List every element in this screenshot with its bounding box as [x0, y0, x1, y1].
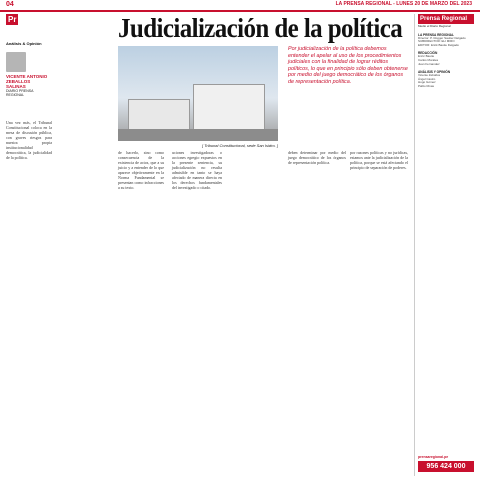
sidebar-heading-2: REDACCIÓN — [418, 51, 438, 56]
sidebar-line: Carlos Morales — [418, 57, 439, 62]
article-column-4: deben determinar por medio del juego democrático de los órganos de representación política. — [288, 150, 346, 165]
sidebar-line: Pablo Rivas — [418, 83, 435, 88]
sidebar-line: SUBDIRECTOR: ELI MIRO — [418, 39, 455, 44]
sidebar-heading-1: LA PRENSA REGIONAL — [418, 32, 454, 37]
masthead-logo: Prensa Regional — [418, 14, 474, 24]
article-column-2: de hacerlo, sino como consecuencia de la existencia de actos, que a su juicio y a entender de lo que aparece objetivamente en la Norma Fundamental se presentan como infracciones a su texto. — [118, 150, 164, 190]
author-photo — [6, 52, 26, 72]
page-number: 04 — [6, 1, 14, 8]
section-label: Análisis & Opinión — [6, 41, 42, 46]
date-line: LA PRENSA REGIONAL - LUNES 20 DE MARZO DEL 2023 — [335, 1, 472, 7]
sidebar-line: Vicente Zeballos — [418, 73, 441, 78]
sidebar-line: Enric Bautie — [418, 54, 435, 59]
section-logo: Pr — [8, 15, 17, 24]
sidebar-heading-3: ANÁLISIS Y OPINIÓN — [418, 70, 451, 75]
article-column-5: por razones políticas y no jurídicas, estamos ante la judicialización de la política, porque se está afectando el principio de separación de poderes. — [350, 150, 408, 170]
sidebar-line: Director: P. Rogger Sautier Delgado — [418, 35, 466, 40]
headline: Judicialización de la política — [118, 14, 403, 44]
author-role: DIARIO PRENSA REGIONAL — [6, 89, 34, 97]
article-column-1: Una vez más, el Tribunal Constitucional coloca en la mesa de discusión pública, con graves riesgos para nuestra propia institucionalidad democrática, la judicialidad de la política. — [6, 120, 52, 160]
article-photo — [118, 46, 278, 141]
photo-caption: [ Tribunal Constitucional, sede San Isidro. ] — [202, 143, 278, 148]
sidebar-line: Ángel Castro — [418, 76, 436, 81]
masthead-sidebar — [414, 14, 474, 476]
phone-number: 956 424 000 — [418, 461, 474, 472]
article-column-3: uciones investigadoras o acciones egregio expuestos en la presente sentencia, su judicialización no resulta admisible en tanto se haya afectado de manera directa en los derechos fundamentales del investigado o citado. — [172, 150, 222, 190]
website-link[interactable]: prensaregional.pe — [418, 455, 449, 459]
masthead-tagline: Medio el Diario Regional — [418, 24, 451, 28]
sidebar-line: EDITOR: Erick Bautie Delgado — [418, 42, 459, 47]
analysis-block — [6, 14, 50, 97]
sidebar-line: Juan Fernandez — [418, 61, 440, 66]
author-name: VICENTE ANTONIO ZEBALLOS SALINAS — [6, 74, 48, 89]
top-bar — [0, 0, 480, 12]
sidebar-line: Hugo Gómez — [418, 80, 436, 85]
pull-quote: Por judicialización de la política debemos entender el apelar al uso de los procedimientos judiciales con la finalidad de lograr réditos políticos, lo que en principio sólo deben obtenerse por medio del juego democrático de los órganos de representación política. — [288, 46, 408, 85]
